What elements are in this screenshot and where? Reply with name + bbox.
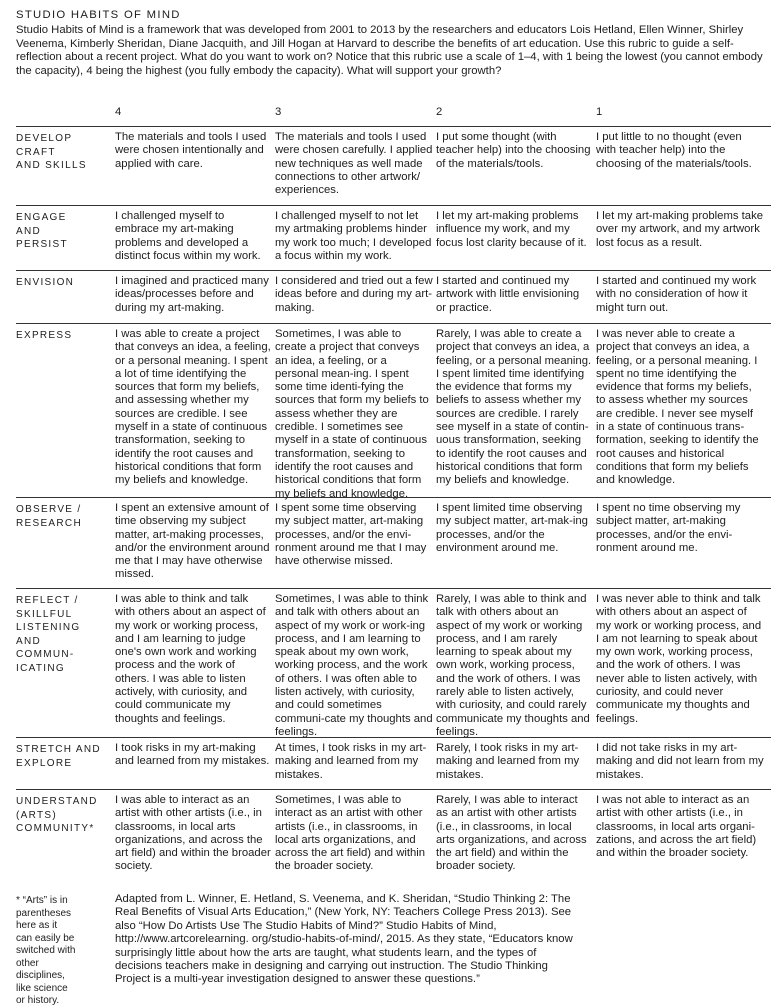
rubric-cell-4: I challenged myself to embrace my art-making problems and developed a distinct focus within my work.: [115, 210, 261, 262]
row-label: ENVISION: [16, 277, 75, 288]
row-divider: [16, 205, 771, 206]
rubric-cell-3: I considered and tried out a few ideas before and during my art-making.: [275, 275, 433, 314]
rubric-cell-2: Rarely, I was able to create a project that conveys an idea, a feeling, or a personal meaning. I spent limited time identifying the evidence that forms my beliefs to assess whether my sources are credible. I rarely see myself in a state of contin-uous transformation, seeking to identify the root causes and historical conditions that form my beliefs and knowledge.: [436, 328, 592, 487]
rubric-cell-4: I was able to think and talk with others about an aspect of my work or working process, and I am learning to judge one's own work and working process and the work of others. I was able to listen actively, with curiosity, and could communicate my thoughts and feelings.: [115, 593, 266, 725]
rubric-cell-4: The materials and tools I used were chosen intentionally and applied with care.: [115, 131, 267, 170]
rubric-row-reflect: [16, 588, 771, 738]
rubric-cell-3: Sometimes, I was able to interact as an artist with other artists (i.e., in classrooms, in local arts organizations, and across the art field) and within the broader society.: [275, 794, 426, 873]
page-title: STUDIO HABITS OF MIND: [16, 9, 181, 21]
intro-paragraph: Studio Habits of Mind is a framework that was developed from 2001 to 2013 by the researchers and educators Lois Hetland, Ellen Winner, Shirley Veenema, Kimberly Sheridan, Diane Jacquith, and Jill Hogan at Harvard to describe the benefits of art education. Use this rubric to guide a self-reflection about a recent project. What do you want to work on? Notice that this rubric use a scale of 1–4, with 1 being the lowest (you cannot embody the capacity), 4 being the highest (you fully embody the capacity). What will support your growth?: [16, 24, 763, 77]
rubric-cell-2: I put some thought (with teacher help) into the choosing of the materials/tools.: [436, 131, 591, 170]
row-divider: [16, 789, 771, 790]
row-divider: [16, 270, 771, 271]
rubric-cell-3: I challenged myself to not let my artmaking problems hinder my work too much; I developed a focus within my work.: [275, 210, 432, 262]
rubric-cell-1: I was never able to think and talk with others about an aspect of my work or working process, and I am not learning to speak about my own work, working process, and the work of others. I was never able to listen actively, with curiosity, and could never communicate my thoughts and feelings.: [596, 593, 762, 725]
row-label: OBSERVE / RESEARCH: [16, 504, 82, 529]
row-divider: [16, 497, 771, 498]
rubric-row-stretch-explore: [16, 737, 771, 785]
rubric-cell-3: Sometimes, I was able to think and talk with others about an aspect of my work or work-ing process, and I am learning to speak about my own work, working process, and the work of others. I was often able to listen actively, with curiosity, and could sometimes communi-cate my thoughts and feelings.: [275, 593, 433, 738]
rubric-cell-4: I was able to create a project that conveys an idea, a feeling, or a personal meaning. I spent a lot of time identifying the sources that form my beliefs, and assessing whether my sources are credible. I see myself in a state of continuous transformation, seeking to identify the root causes and historical conditions that form my beliefs and knowledge.: [115, 328, 271, 487]
footnote: * “Arts” is in parentheses here as it can easily be switched with other disciplines, like science or history.: [16, 895, 76, 1006]
rubric-cell-2: I spent limited time observing my subject matter, art-mak-ing processes, and/or the environment around me.: [436, 502, 588, 554]
row-label: UNDERSTAND (ARTS) COMMUNITY*: [16, 796, 98, 834]
rubric-cell-1: I put little to no thought (even with teacher help) into the choosing of the materials/tools.: [596, 131, 752, 170]
rubric-row-express: [16, 323, 771, 500]
rubric-cell-4: I took risks in my art-making and learned from my mistakes.: [115, 742, 270, 768]
rubric-cell-2: Rarely, I took risks in my art-making and learned from my mistakes.: [436, 742, 580, 781]
rubric-cell-1: I was never able to create a project that conveys an idea, a feeling, or a personal meaning. I spent no time identifying the evidence that forms my beliefs, to assess whether my sources are credible. I never see myself in a state of continuous trans-formation, seeking to identify the root causes and historical conditions that form my beliefs and knowledge.: [596, 328, 759, 487]
rubric-row-develop-craft: [16, 126, 771, 199]
rubric-cell-2: Rarely, I was able to think and talk with others about an aspect of my work or working process, and I am rarely learning to speak about my own work, working process, and the work of others. I was rarely able to listen actively, with curiosity, and could rarely communicate my thoughts and feelings.: [436, 593, 590, 738]
rubric-row-engage-persist: [16, 205, 771, 264]
rubric-row-understand-community: [16, 789, 771, 879]
column-header-2: 2: [436, 106, 443, 118]
row-divider: [16, 737, 771, 738]
rubric-cell-3: I spent some time observing my subject matter, art-making processes, and/or the envi-ronment around me that I may have otherwise missed.: [275, 502, 427, 568]
rubric-cell-3: At times, I took risks in my art-making and learned from my mistakes.: [275, 742, 427, 781]
row-divider: [16, 126, 771, 127]
rubric-cell-1: I spent no time observing my subject matter, art-making processes, and/or the envi-ronment around me.: [596, 502, 741, 554]
row-label: DEVELOP CRAFT AND SKILLS: [16, 133, 87, 171]
row-divider: [16, 588, 771, 589]
column-header-3: 3: [275, 106, 282, 118]
row-label: EXPRESS: [16, 330, 73, 341]
rubric-cell-1: I was not able to interact as an artist with other artists (i.e., in classrooms, in local arts organi-zations, and across the art field) and within the broader society.: [596, 794, 757, 860]
rubric-cell-4: I imagined and practiced many ideas/processes before and during my art-making.: [115, 275, 269, 314]
rubric-cell-1: I let my art-making problems take over my artwork, and my artwork lost focus as a result.: [596, 210, 763, 249]
rubric-cell-2: I started and continued my artwork with little envisioning or practice.: [436, 275, 580, 314]
rubric-cell-4: I spent an extensive amount of time observing my subject matter, art-making processes, and/or the environment around me that I may have otherwise missed.: [115, 502, 270, 581]
row-label: STRETCH AND EXPLORE: [16, 744, 101, 769]
rubric-cell-2: Rarely, I was able to interact as an artist with other artists (i.e., in classrooms, in local arts organizations, and across the art field) and within the broader society.: [436, 794, 587, 873]
rubric-cell-3: The materials and tools I used were chosen carefully. I applied new techniques as well made connections to other artwork/ experiences.: [275, 131, 433, 197]
rubric-cell-2: I let my art-making problems influence my work, and my focus lost clarity because of it.: [436, 210, 587, 249]
row-divider: [16, 323, 771, 324]
rubric-cell-1: I did not take risks in my art-making and did not learn from my mistakes.: [596, 742, 764, 781]
rubric-cell-1: I started and continued my work with no consideration of how it might turn out.: [596, 275, 757, 314]
row-label: ENGAGE AND PERSIST: [16, 212, 68, 250]
citation: Adapted from L. Winner, E. Hetland, S. Veenema, and K. Sheridan, “Studio Thinking 2: The Real Benefits of Visual Arts Education,” (New York, NY: Teachers College Press 2013). See also “How Do Artists Use The Studio Habits of Mind?” Studio Habits of Mind, http://www.artcorelearning. org/studio-habits-of-mind/, 2015. As they state, “Educators know surprisingly little about how the arts are taught, what students learn, and the types of decisions teachers make in designing and carrying out instruction. The Studio Thinking Project is a multi-year investigation designed to answer these questions.”: [115, 893, 573, 986]
rubric-row-envision: [16, 270, 771, 318]
column-header-1: 1: [596, 106, 603, 118]
rubric-cell-3: Sometimes, I was able to create a project that conveys an idea, a feeling, or a personal mean-ing. I spent some time identi-fying the sources that form my beliefs to assess whether they are credible. I sometimes see myself in a state of continuous transformation, seeking to identify the root causes and historical conditions that form my beliefs and knowledge.: [275, 328, 429, 500]
row-label: REFLECT / SKILLFUL LISTENING AND COMMUN- ICATING: [16, 595, 81, 674]
rubric-cell-4: I was able to interact as an artist with other artists (i.e., in classrooms, in local arts organizations, and across the art field) and within the broader society.: [115, 794, 271, 873]
rubric-row-observe-research: [16, 497, 771, 583]
column-header-4: 4: [115, 106, 122, 118]
